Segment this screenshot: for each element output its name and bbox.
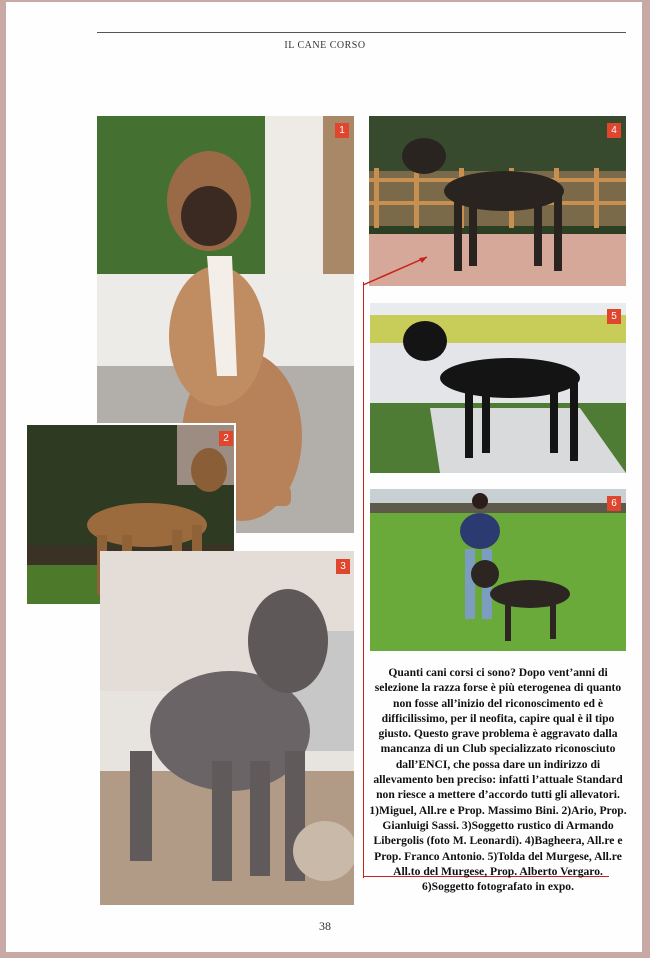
photo-3-number-badge: 3 (336, 559, 350, 574)
photo-3 (100, 551, 354, 905)
photo-3-image (100, 551, 354, 905)
header-rule (97, 32, 626, 33)
photo-2-number-badge: 2 (219, 431, 233, 446)
photo-5-image (370, 303, 626, 473)
connector-diagonal-line (362, 256, 432, 286)
photo-4-number-badge: 4 (607, 123, 621, 138)
photo-6-image (370, 489, 626, 651)
photo-1-number-badge: 1 (335, 123, 349, 138)
photo-6 (370, 489, 626, 651)
photo-5 (370, 303, 626, 473)
page-number: 38 (319, 919, 331, 933)
photo-6-number-badge: 6 (607, 496, 621, 511)
connector-vertical-line (363, 282, 364, 878)
running-head: IL CANE CORSO (284, 40, 366, 51)
photo-caption: Quanti cani corsi ci sono? Dopo vent’anni di selezione la razza forse è più eterogenea di quanto non fosse all’inizio del riconoscimento ed è difficilissimo, per il neofita, capire qual è il tipo giusto. Questo grave problema è aggravato dalla mancanza di un Club specializzato riconosciuto dall’ENCI, che possa dare un indirizzo di allevamento ben preciso: infatti l’attuale Standard non riesce a mettere d’accordo tutti gli allevatori. 1)Miguel, All.re e Prop. Massimo Bini. 2)Ario, Prop. Gianluigi Sassi. 3)Soggetto rustico di Armando Libergolis (foto M. Leonardi). 4)Bagheera, All.re e Prop. Franco Antonio. 5)Tolda del Murgese, All.re All.to del Murgese, Prop. Alberto Vergaro. 6)Soggetto fotografato in expo. (369, 666, 627, 894)
photo-5-number-badge: 5 (607, 309, 621, 324)
